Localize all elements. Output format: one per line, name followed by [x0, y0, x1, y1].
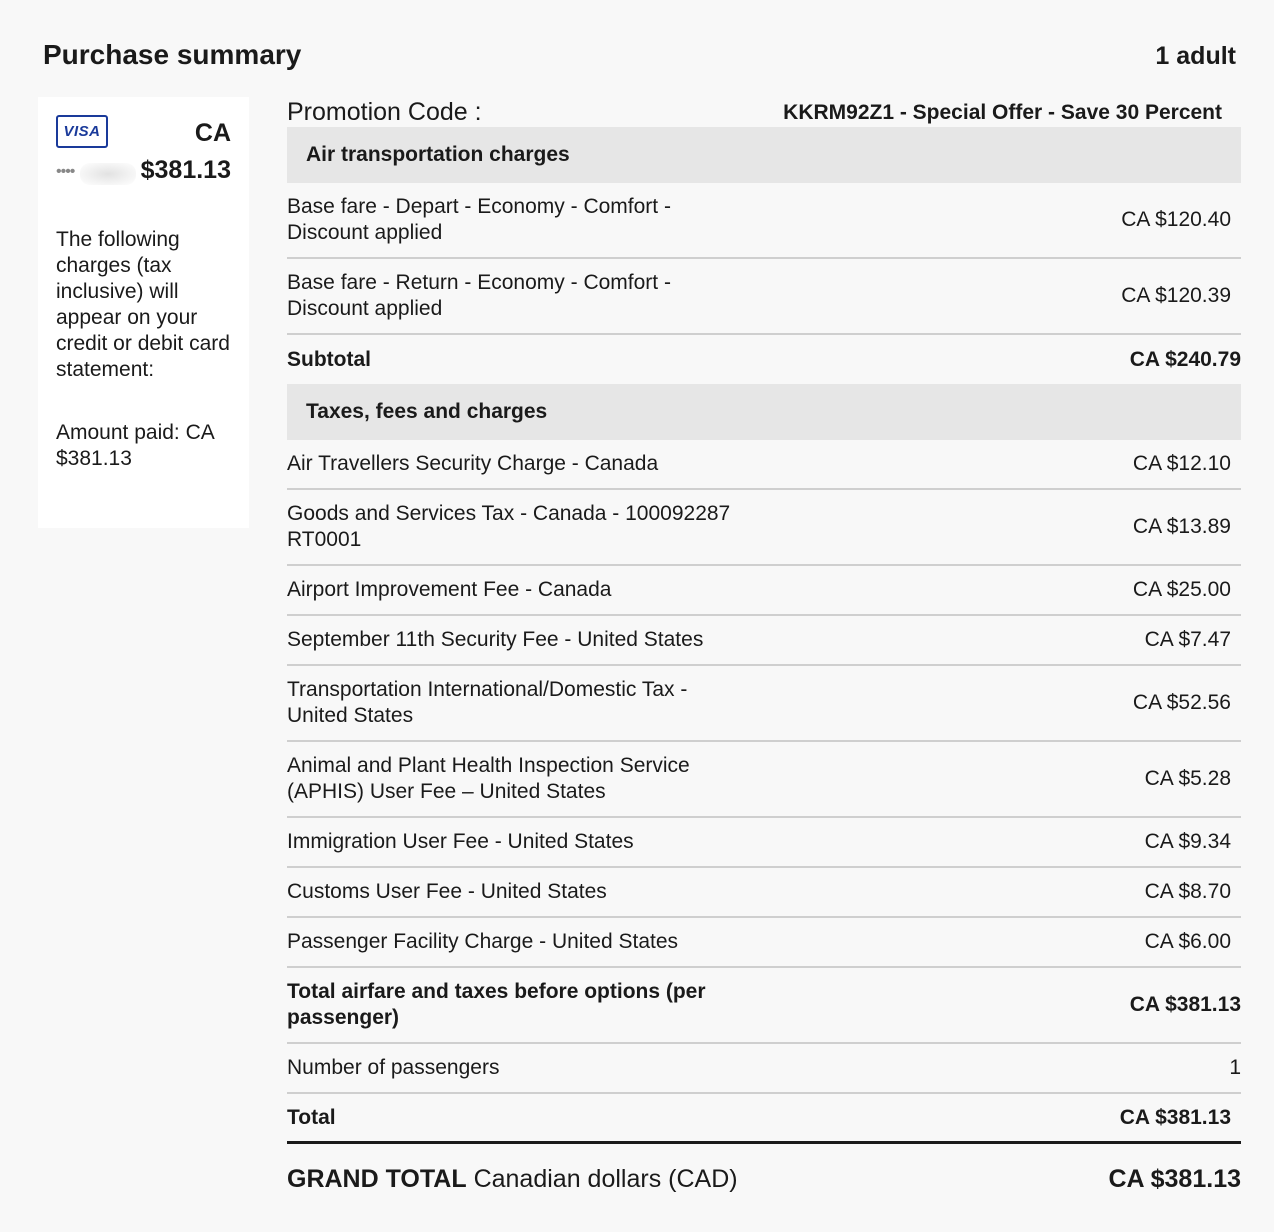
payment-amount: $381.13 — [140, 156, 231, 184]
charge-amount: CA $52.56 — [1132, 691, 1231, 714]
charge-label: Base fare - Return - Economy - Comfort - Discount applied — [287, 271, 671, 320]
payment-card-panel — [38, 97, 249, 528]
subtotal-label: Subtotal — [287, 347, 371, 371]
table-row — [287, 868, 1241, 918]
page-title: Purchase summary — [43, 39, 302, 70]
per-passenger-total-row — [287, 968, 1241, 1044]
charge-label: Airport Improvement Fee - Canada — [287, 578, 612, 601]
table-row — [287, 818, 1241, 868]
visa-card-icon: VISA — [56, 115, 108, 148]
charge-amount: CA $8.70 — [1144, 880, 1231, 903]
table-row — [287, 259, 1241, 335]
masked-card-number: •••• — [56, 163, 75, 180]
table-row — [287, 566, 1241, 616]
air-charges-heading: Air transportation charges — [287, 127, 1241, 183]
charge-amount: CA $9.34 — [1144, 830, 1231, 853]
charge-label: Transportation International/Domestic Tax - United States — [287, 678, 688, 727]
promotion-code-row — [287, 97, 1241, 127]
table-row — [287, 918, 1241, 968]
charge-label: Animal and Plant Health Inspection Service (APHIS) User Fee – United States — [287, 754, 690, 803]
grand-total-row — [287, 1144, 1241, 1214]
statement-note: The following charges (tax inclusive) will appear on your credit or debit card statement: — [56, 228, 230, 381]
charge-amount: CA $120.40 — [1121, 208, 1231, 231]
grand-total-currency-label: Canadian dollars (CAD) — [466, 1164, 738, 1193]
passenger-count-value: 1 — [1229, 1056, 1241, 1079]
charge-label: Passenger Facility Charge - United States — [287, 930, 679, 953]
grand-total-label — [287, 1165, 738, 1194]
table-row — [287, 440, 1241, 490]
charges-table — [287, 97, 1241, 1214]
table-row — [287, 616, 1241, 666]
charge-amount: CA $7.47 — [1144, 628, 1231, 651]
total-amount: CA $381.13 — [1119, 1105, 1231, 1129]
charge-label: Immigration User Fee - United States — [287, 830, 634, 853]
grand-total-label-bold: GRAND TOTAL — [287, 1164, 467, 1193]
charge-amount: CA $25.00 — [1132, 578, 1231, 601]
charge-label: Air Travellers Security Charge - Canada — [287, 452, 659, 475]
passenger-count-label: 1 adult — [1155, 42, 1236, 70]
charge-amount: CA $120.39 — [1121, 284, 1231, 307]
passenger-count-row-label: Number of passengers — [287, 1056, 500, 1079]
charge-amount: CA $5.28 — [1144, 767, 1231, 790]
charge-amount: CA $12.10 — [1132, 452, 1231, 475]
table-row — [287, 183, 1241, 259]
promotion-code-label: Promotion Code : — [287, 98, 482, 126]
charge-label: Goods and Services Tax - Canada - 100092287 RT0001 — [287, 502, 731, 551]
subtotal-row — [287, 335, 1241, 384]
grand-total-amount: CA $381.13 — [1108, 1164, 1241, 1193]
charge-amount: CA $6.00 — [1144, 930, 1231, 953]
subtotal-amount: CA $240.79 — [1129, 347, 1241, 371]
table-row — [287, 490, 1241, 566]
amount-paid: Amount paid: CA $381.13 — [56, 421, 214, 470]
charge-amount: CA $13.89 — [1132, 515, 1231, 538]
taxes-heading: Taxes, fees and charges — [287, 384, 1241, 440]
table-row — [287, 742, 1241, 818]
table-row — [287, 666, 1241, 742]
passenger-count-row — [287, 1044, 1241, 1094]
charge-label: Base fare - Depart - Economy - Comfort - Discount applied — [287, 195, 671, 244]
per-passenger-total-label: Total airfare and taxes before options (per passenger) — [287, 980, 706, 1029]
total-row — [287, 1094, 1241, 1144]
charge-label: Customs User Fee - United States — [287, 880, 607, 903]
charge-label: September 11th Security Fee - United States — [287, 628, 704, 651]
per-passenger-total-amount: CA $381.13 — [1129, 993, 1241, 1016]
promotion-code-value: KKRM92Z1 - Special Offer - Save 30 Percent — [783, 101, 1222, 124]
total-label: Total — [287, 1105, 336, 1129]
blurred-card-digits — [80, 163, 136, 185]
payment-currency: CA — [194, 119, 231, 147]
